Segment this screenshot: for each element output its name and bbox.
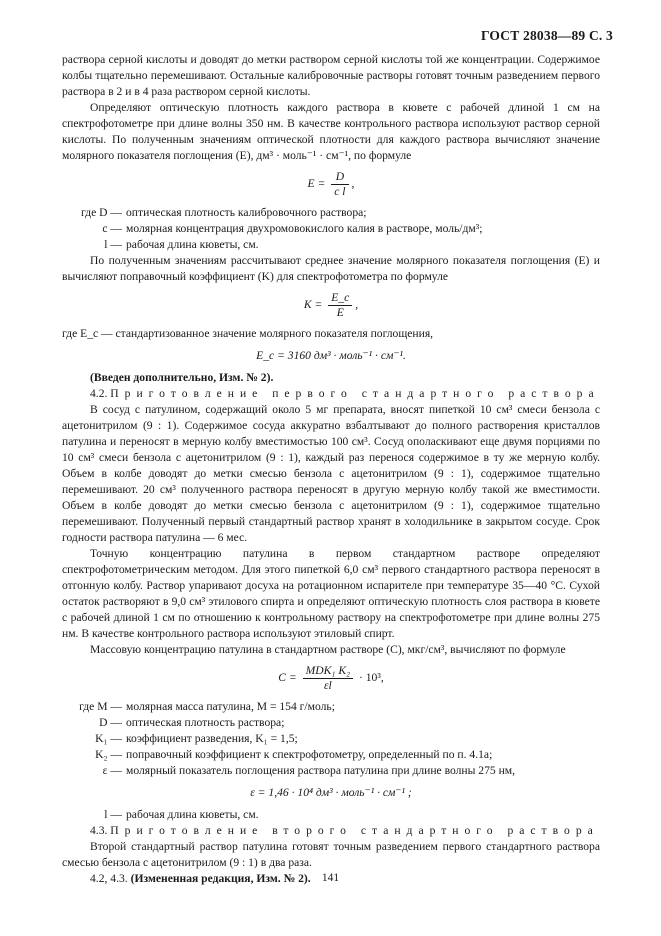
paragraph-4: В сосуд с патулином, содержащий около 5 мг препарата, вносят пипеткой 10 см³ смеси бензола с ацетонитрилом (9 : 1). Содержимое сосуда аккуратно взбалтывают до полного растворения кристаллов патулина и переносят в мерную колбу вместимостью 100 см³. Сосуд ополаскивают еще двумя порциями по 10 см³ смеси бензола с ацетонитрилом (9 : 1), каждый раз перенося содержимое в ту же мерную колбу. Объем в колбе доводят до метки смесью бензола с ацетонитрилом (9 : 1), содержимое тщательно перемешивают. 20 см³ полученного раствора переносят в другую мерную колбу такой же вместимости. Объем в колбе доводят до метки смесью бензола с ацетонитрилом (9 : 1), содержимое тщательно перемешивают. Полученный первый стандартный раствор хранят в холодильнике в закрытом сосуде. Срок годности раствора патулина — 6 мес. xyxy=(62,403,600,544)
paragraph-1: раствора серной кислоты и доводят до метки раствором серной кислоты той же концентрации. Содержимое колбы тщательно перемешивают. Остальные калибровочные растворы готовят точным разведением первого раствора в 2 и в 4 раза раствором серной кислоты. xyxy=(62,53,600,98)
definition-row xyxy=(62,747,600,763)
definition-term: K₂ — xyxy=(95,748,122,761)
definition-term: K₁ — xyxy=(95,732,122,745)
formula-e-denominator: c l xyxy=(334,185,346,198)
formula-e-lhs: E = xyxy=(307,177,326,191)
formula-k: K = $\frac{E\_c}{E}$ , xyxy=(303,291,359,319)
formula-e-numerator: D xyxy=(331,170,348,185)
amendment-note-2-text: (Измененная редакция, Изм. № 2). xyxy=(130,872,311,885)
definition-text: молярный показатель поглощения раствора патулина при длине волны 275 нм, xyxy=(126,764,516,777)
amendment-note-1: (Введен дополнительно, Изм. № 2). xyxy=(90,371,274,384)
definition-text: рабочая длина кюветы, см. xyxy=(126,238,259,251)
section-title: Приготовление второго стандартного раствора xyxy=(110,824,599,837)
formula-c-numerator: MDK₁ K₂ xyxy=(303,664,353,679)
paragraph-3: По полученным значениям рассчитывают среднее значение молярного показателя поглощения (E) и вычисляют поправочный коэффициент (K) для спектрофотометра по формуле xyxy=(62,254,600,283)
paragraph-7: Второй стандартный раствор патулина готовят точным разведением первого стандартного раствора смесью бензола с ацетонитрилом (9 : 1) в два раза. xyxy=(62,840,600,869)
definition-text: оптическая плотность калибровочного раствора; xyxy=(126,206,367,219)
definition-row xyxy=(62,731,600,747)
definition-text: молярная масса патулина, M = 154 г/моль; xyxy=(126,700,335,713)
definition-row xyxy=(62,205,600,221)
paragraph-6: Массовую концентрацию патулина в стандартном растворе (C), мкг/см³, вычисляют по формуле xyxy=(90,643,566,656)
definition-text: поправочный коэффициент к спектрофотометру, определенный по п. 4.1а; xyxy=(126,748,493,761)
section-number: 4.3. xyxy=(90,824,108,837)
definition-row xyxy=(62,715,600,731)
definition-row xyxy=(62,807,600,823)
definition-text: молярная концентрация двухромовокислого калия в растворе, моль/дм³; xyxy=(126,222,483,235)
formula-c-rhs: · 10³, xyxy=(359,671,384,685)
page-header: ГОСТ 28038—89 С. 3 xyxy=(480,28,613,43)
definition-term: где D — xyxy=(81,206,122,219)
definition-term: D — xyxy=(99,716,122,729)
section-number: 4.2. xyxy=(90,387,108,400)
definition-row xyxy=(62,221,600,237)
definition-term: c — xyxy=(102,222,122,235)
formula-k-denominator: E xyxy=(336,306,344,319)
paragraph-5: Точную концентрацию патулина в первом стандартном растворе определяют спектрофотометрическим методом. Для этого пипеткой 6,0 см³ первого стандартного раствора переносят в отгонную колбу. Раствор упаривают досуха на ротационном испарителе при температуре 35—40 °С. Сухой остаток растворяют в 9,0 см³ этилового спирта и определяют оптическую плотность слоя раствора в кювете с рабочей длиной 1 см по отношению к контрольному раствору на спектрофотометре при длине волны 275 нм. В качестве контрольного раствора используют этиловый спирт. xyxy=(62,547,600,640)
definition-text: коэффициент разведения, K₁ = 1,5; xyxy=(126,732,298,745)
section-4-2-heading xyxy=(62,386,600,402)
section-title: Приготовление первого стандартного раствора xyxy=(110,387,600,400)
definition-row xyxy=(62,237,600,253)
definition-text: оптическая плотность раствора; xyxy=(126,716,285,729)
definition-term: l — xyxy=(104,238,122,251)
definition-term: где M — xyxy=(79,700,122,713)
definition-term: l — xyxy=(104,808,122,821)
formula-k-lhs: K = xyxy=(303,298,323,312)
definition-row xyxy=(62,763,600,779)
formula-c xyxy=(62,664,600,693)
formula-c-denominator: εl xyxy=(323,679,332,692)
definition-text: рабочая длина кюветы, см. xyxy=(126,808,259,821)
section-4-3-heading xyxy=(62,823,600,839)
definition-term: ε — xyxy=(102,764,122,777)
page-number: 141 xyxy=(321,872,340,884)
definition-row xyxy=(62,699,600,715)
formula-ec: E_c = 3160 дм³ · моль⁻¹ · см⁻¹. xyxy=(256,349,406,362)
definition-ec: где E_c — стандартизованное значение молярного показателя поглощения, xyxy=(62,327,434,340)
formula-e: E = $\frac{D}{\text{c l}}$ , xyxy=(307,170,355,198)
amendment-note-2-number: 4.2, 4.3. xyxy=(90,872,128,885)
formula-c-lhs: C = xyxy=(278,671,297,685)
document-body xyxy=(62,52,600,887)
paragraph-2: Определяют оптическую плотность каждого раствора в кювете с рабочей длиной 1 см на спектрофотометре при длине волны 350 нм. В качестве контрольного раствора используют раствор серной кислоты. По полученным значениям оптической плотности для каждого раствора вычисляют значение молярного показателя поглощения (E), дм³ · моль⁻¹ · см⁻¹, по формуле xyxy=(62,101,600,162)
formula-k-numerator: E_c xyxy=(328,291,352,306)
formula-epsilon: ε = 1,46 · 10⁴ дм³ · моль⁻¹ · см⁻¹ ; xyxy=(250,786,412,799)
